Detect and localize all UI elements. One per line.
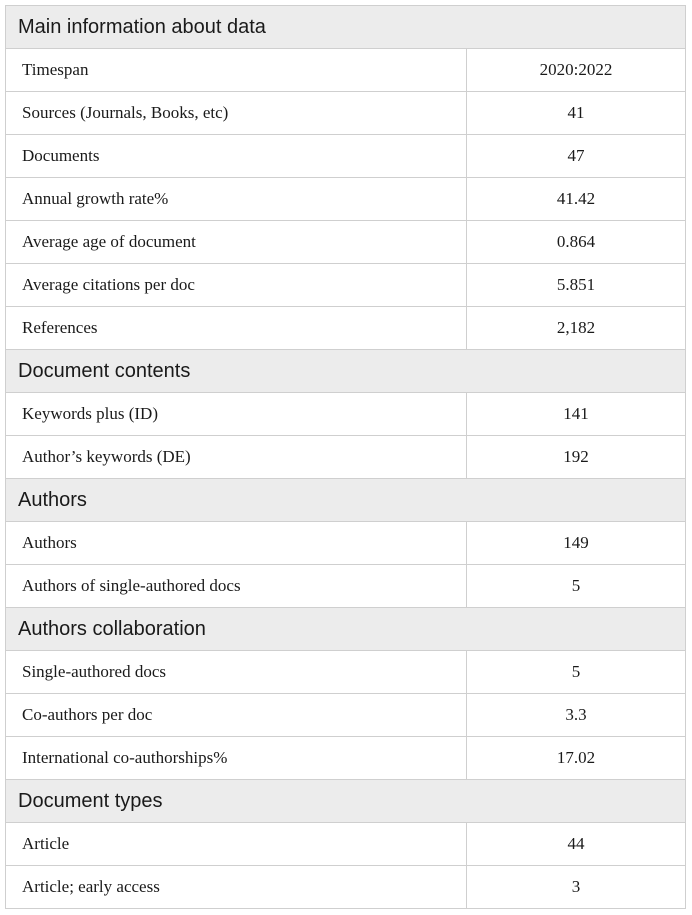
row-value: 0.864 (556, 232, 596, 251)
row-value: 17.02 (556, 748, 596, 767)
row-value: 2,182 (556, 318, 596, 337)
row-label: Author’s keywords (DE) (6, 436, 467, 478)
section-title: Authors (18, 488, 87, 511)
table-row (6, 92, 685, 135)
row-value: 3.3 (565, 705, 587, 724)
row-label: Article (6, 823, 467, 865)
row-label: Documents (6, 135, 467, 177)
row-label: Co-authors per doc (6, 694, 467, 736)
table-row (6, 565, 685, 608)
section-header-document-contents (6, 350, 685, 393)
table-row (6, 694, 685, 737)
row-value: 41 (567, 103, 585, 122)
row-value: 192 (563, 447, 589, 466)
row-value: 3 (571, 877, 581, 896)
row-label: International co-authorships% (6, 737, 467, 779)
table-row (6, 823, 685, 866)
row-label: Authors (6, 522, 467, 564)
data-summary-table (5, 5, 686, 909)
row-value: 44 (567, 834, 585, 853)
table-row (6, 307, 685, 350)
table-row (6, 393, 685, 436)
table-row (6, 436, 685, 479)
row-value: 47 (567, 146, 585, 165)
row-label: Average age of document (6, 221, 467, 263)
section-title: Document types (18, 789, 163, 812)
row-value: 41.42 (556, 189, 596, 208)
section-title: Main information about data (18, 15, 266, 38)
row-value: 141 (563, 404, 589, 423)
row-value: 5.851 (556, 275, 596, 294)
row-label: Article; early access (6, 866, 467, 908)
section-header-authors-collaboration (6, 608, 685, 651)
table-row (6, 49, 685, 92)
row-label: Average citations per doc (6, 264, 467, 306)
table-row (6, 737, 685, 780)
section-title: Document contents (18, 359, 191, 382)
row-label: References (6, 307, 467, 349)
table-row (6, 178, 685, 221)
section-title: Authors collaboration (18, 617, 206, 640)
row-label: Annual growth rate% (6, 178, 467, 220)
table-row (6, 264, 685, 307)
row-value: 5 (571, 576, 581, 595)
table-row (6, 221, 685, 264)
row-label: Single-authored docs (6, 651, 467, 693)
row-value: 2020:2022 (539, 60, 613, 79)
table-row (6, 651, 685, 694)
row-label: Sources (Journals, Books, etc) (6, 92, 467, 134)
row-label: Authors of single-authored docs (6, 565, 467, 607)
section-header-authors (6, 479, 685, 522)
row-value: 5 (571, 662, 581, 681)
table-row (6, 522, 685, 565)
row-label: Timespan (6, 49, 467, 91)
table-row (6, 135, 685, 178)
section-header-document-types (6, 780, 685, 823)
row-value: 149 (563, 533, 589, 552)
table-row (6, 866, 685, 909)
row-label: Keywords plus (ID) (6, 393, 467, 435)
section-header-main-information (6, 6, 685, 49)
